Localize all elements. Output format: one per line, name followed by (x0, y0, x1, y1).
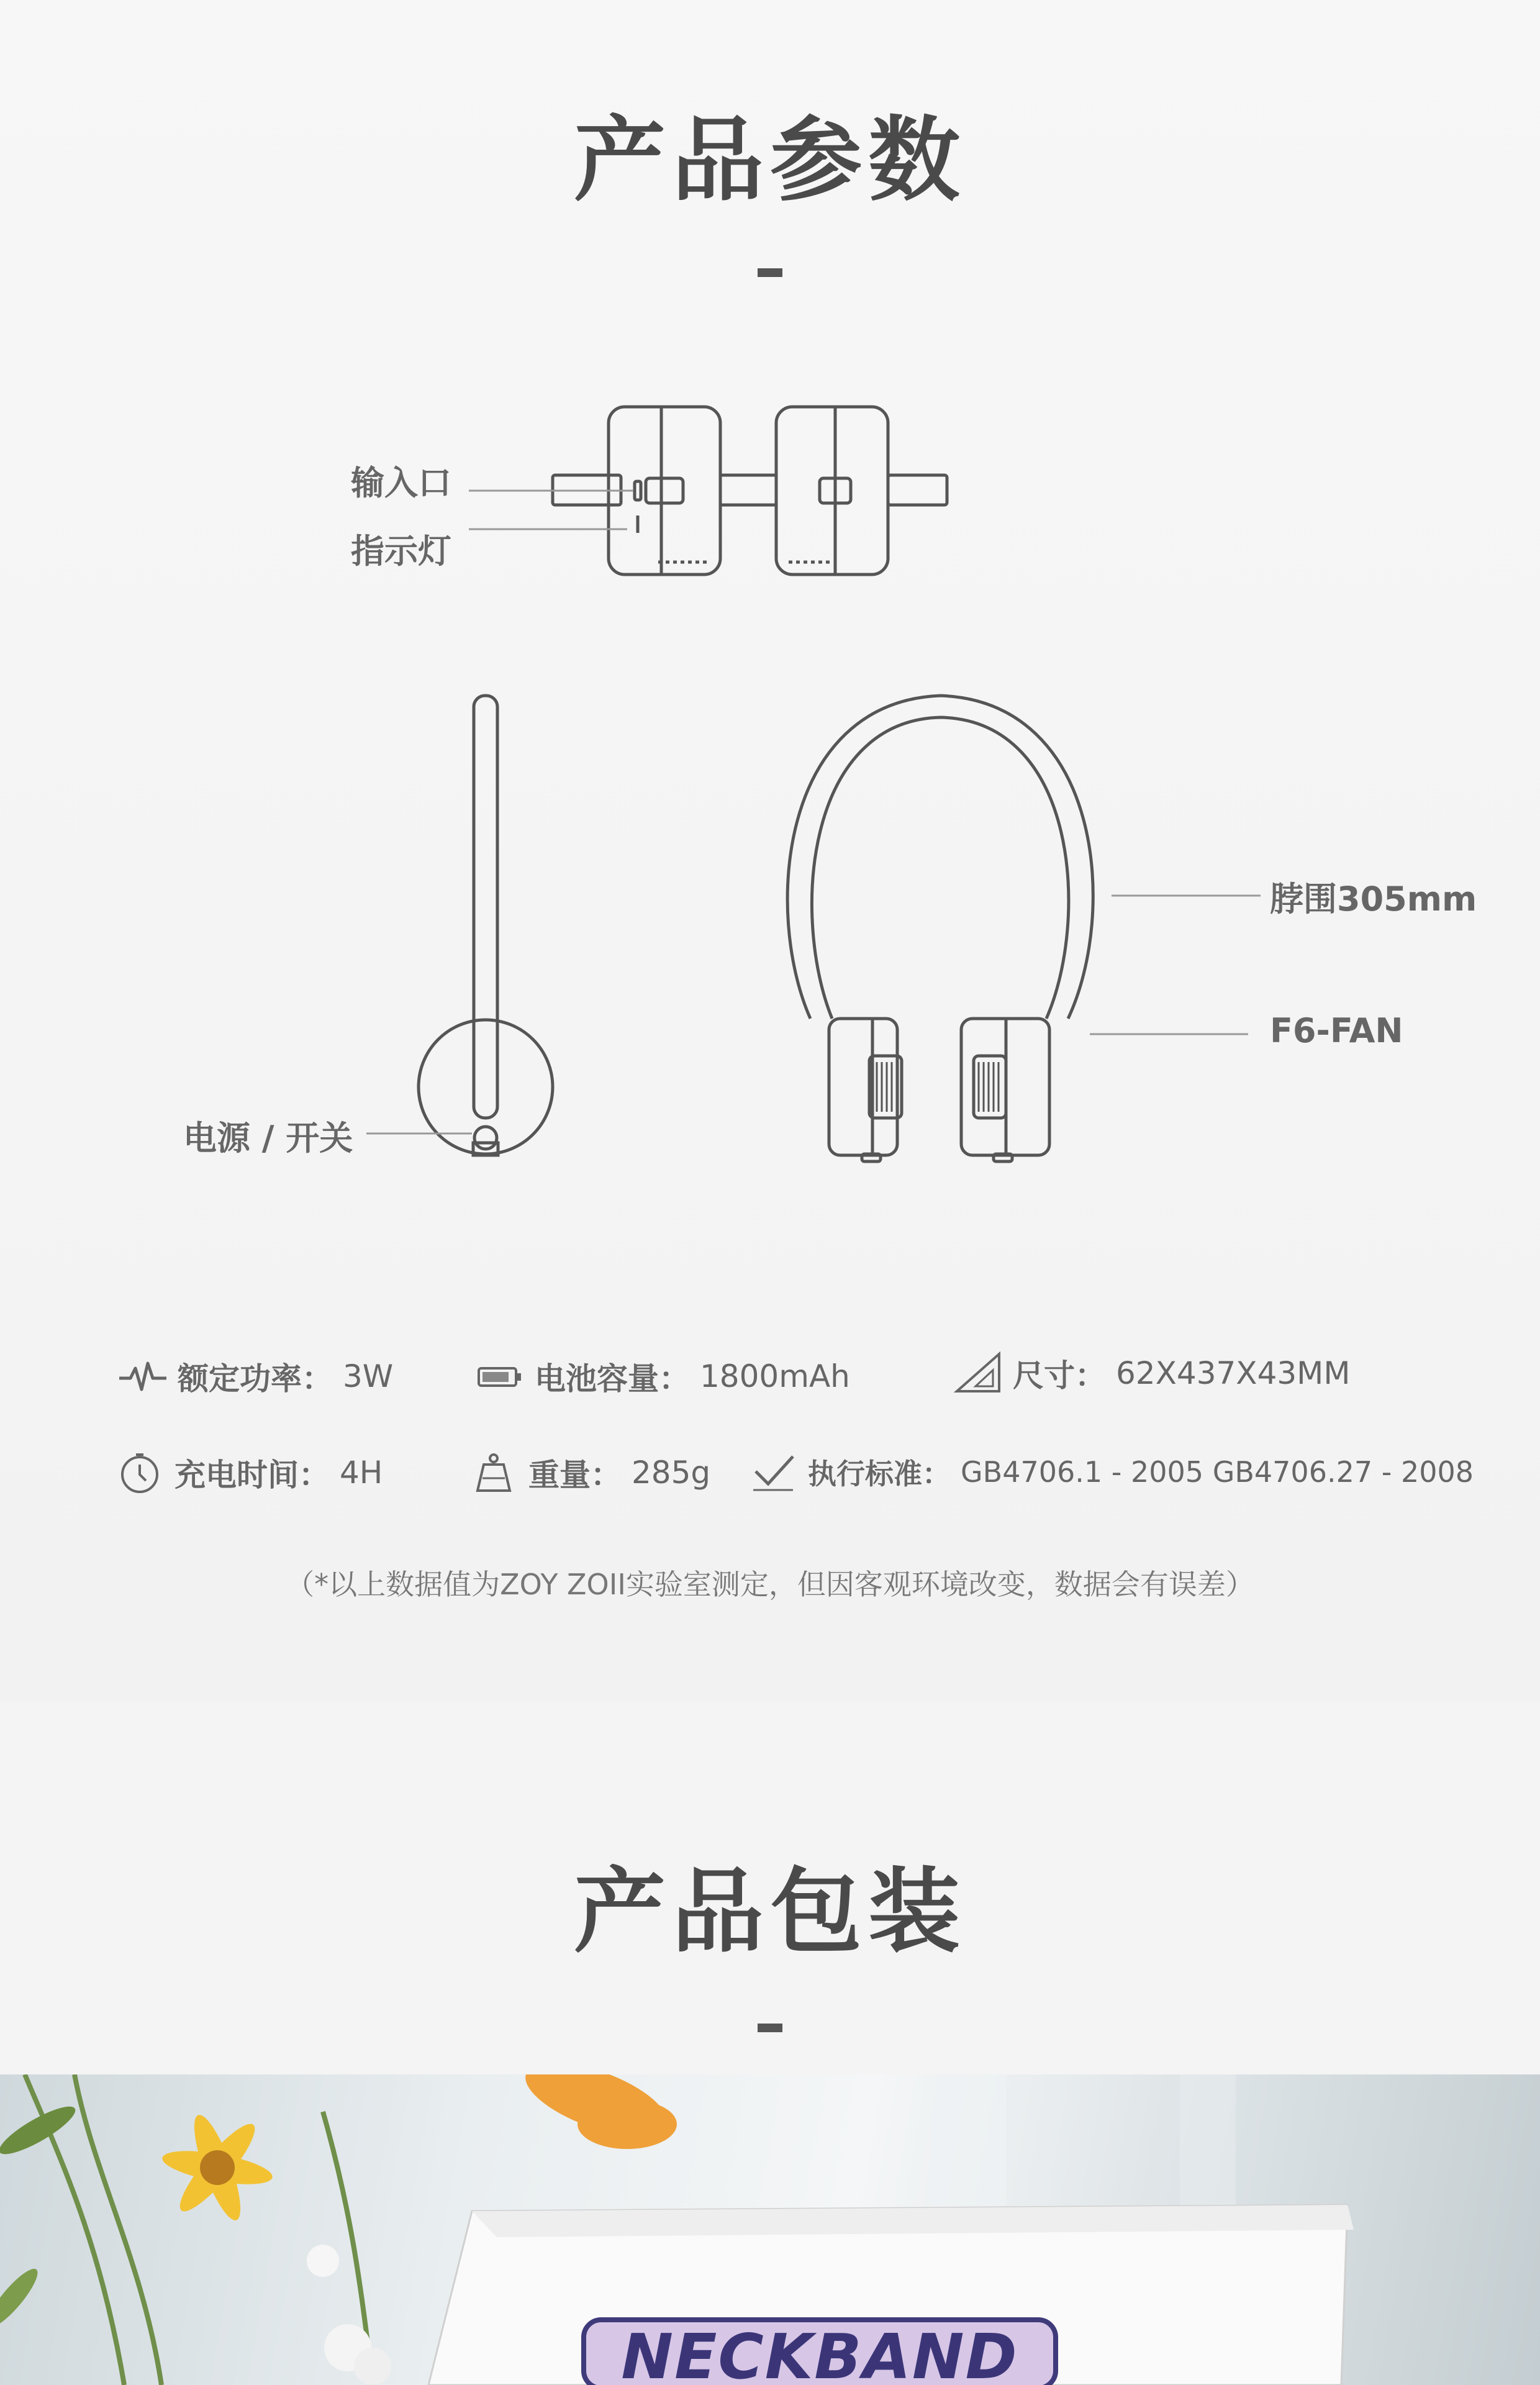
pulse-icon (118, 1355, 168, 1398)
spec-label: 电池容量： (535, 1361, 690, 1397)
spec-value: 1800mAh (700, 1358, 850, 1394)
battery-icon (475, 1355, 525, 1398)
spec-battery (475, 1354, 850, 1399)
spec-charge-time (115, 1450, 383, 1495)
packaging-photo (0, 2074, 1540, 2385)
spec-rated-power (118, 1354, 393, 1399)
spec-value: 62X437X43MM (1116, 1355, 1351, 1391)
spec-label: 重量： (528, 1457, 622, 1493)
disclaimer-note: （*以上数据值为ZOY ZOII实验室测定，但因客观环境改变，数据会有误差） (286, 1568, 1254, 1601)
weight-icon (469, 1451, 519, 1494)
spec-standard (748, 1450, 1474, 1494)
spec-value: 3W (343, 1358, 394, 1394)
spec-label: 执行标准： (808, 1457, 951, 1491)
spec-value: 285g (632, 1455, 711, 1491)
callout-input-port: 输入口 (351, 463, 451, 502)
spec-value: 4H (340, 1455, 383, 1491)
spec-label: 尺寸： (1013, 1358, 1106, 1394)
spec-size (953, 1351, 1350, 1396)
callout-power-switch: 电源 / 开关 (183, 1119, 353, 1158)
fan-modules-diagram (0, 0, 1540, 621)
spec-value: GB4706.1 - 2005 GB4706.27 - 2008 (961, 1455, 1474, 1489)
timer-icon (115, 1451, 165, 1494)
spec-weight (469, 1450, 710, 1495)
callout-model: F6-FAN (1270, 1011, 1403, 1050)
callout-indicator: 指示灯 (351, 532, 451, 571)
ruler-triangle-icon (953, 1352, 1003, 1395)
package-box-label: NECKBAND (621, 2320, 1018, 2385)
params-title: 产品参数 (574, 107, 966, 214)
packaging-title: 产品包装 (574, 1858, 966, 1965)
spec-label: 额定功率： (178, 1361, 333, 1397)
packaging-title-dash (758, 2024, 782, 2032)
spec-label: 充电时间： (174, 1457, 330, 1493)
callout-neck-circumference: 脖围305mm (1270, 879, 1477, 919)
check-icon (748, 1450, 798, 1494)
